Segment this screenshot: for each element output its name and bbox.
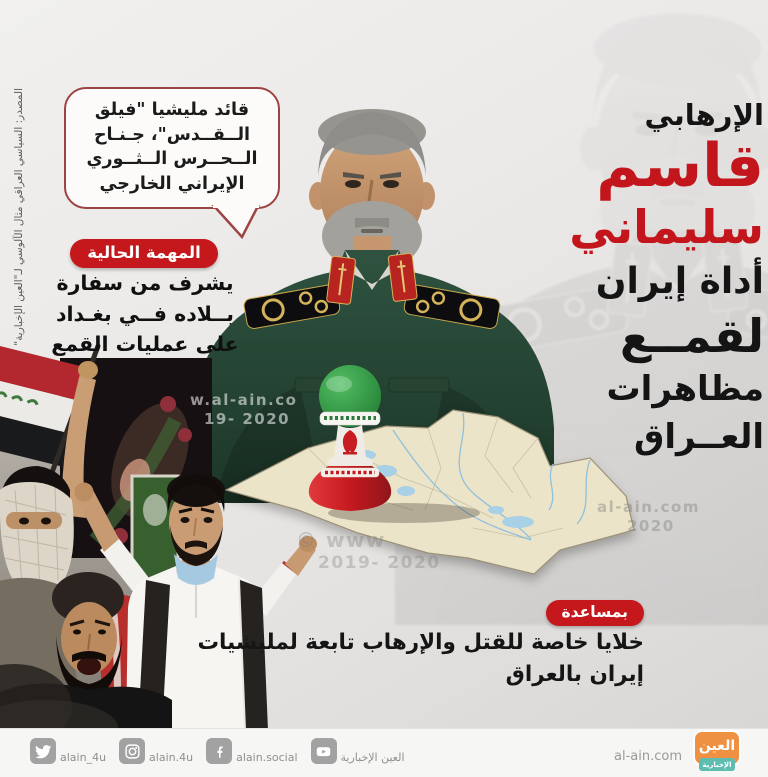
alain-logo-ribbon bbox=[699, 758, 735, 771]
alain-logo-text: العين bbox=[698, 738, 736, 754]
footer-bar bbox=[0, 728, 768, 777]
source-credit: المصدر: السياسي العراقي مثال الآلوسي لـ"العين الإخبارية" bbox=[13, 88, 25, 346]
mission-line: يشرف من سفارة bbox=[56, 271, 234, 295]
current-mission-block bbox=[46, 239, 244, 360]
headline-kicker: الإرهابي bbox=[644, 98, 764, 132]
mission-line: بــلاده فــي بغـداد bbox=[55, 301, 234, 326]
headline-subline: أداة إيران bbox=[595, 261, 764, 302]
quote-bubble-tail bbox=[208, 205, 268, 241]
mission-line: على عمليات القمع bbox=[51, 332, 239, 356]
assist-line: خلايا خاصة للقتل والإرهاب تابعة لمليشيات bbox=[197, 630, 644, 655]
watermark: © www 2019- 2020 bbox=[296, 528, 441, 573]
quote-line: الإيراني الخارجي bbox=[99, 173, 245, 194]
facebook-icon bbox=[206, 738, 232, 764]
twitter-icon bbox=[30, 738, 56, 764]
assist-line: إيران بالعراق bbox=[505, 662, 644, 687]
facebook-link[interactable] bbox=[206, 738, 297, 764]
twitter-link[interactable] bbox=[30, 738, 106, 764]
instagram-link[interactable] bbox=[119, 738, 193, 764]
assist-block bbox=[197, 600, 644, 690]
watermark: al-ain.com 2020 bbox=[597, 498, 700, 535]
mission-badge: المهمة الحالية bbox=[70, 239, 218, 268]
youtube-handle: العين الإخبارية bbox=[340, 751, 405, 764]
headline-subline: العــراق bbox=[633, 417, 764, 457]
headline-name-last: سليماني bbox=[569, 200, 764, 254]
watermark: w.al-ain.co 19- 2020 bbox=[190, 391, 298, 428]
twitter-handle: alain_4u bbox=[60, 751, 107, 764]
quote-line: الــقــدس"، جـنـاح bbox=[93, 124, 251, 145]
headline-name-first: قاسم bbox=[596, 131, 764, 201]
headline-subline: مظاهرات bbox=[606, 369, 764, 409]
alain-logo[interactable] bbox=[693, 732, 741, 774]
alain-logo-subtext: الإخبارية bbox=[702, 760, 732, 769]
social-links bbox=[30, 738, 405, 764]
website-url[interactable]: al-ain.com bbox=[614, 749, 682, 764]
quote-bubble bbox=[64, 87, 280, 209]
youtube-icon bbox=[311, 738, 337, 764]
instagram-handle: alain.4u bbox=[149, 751, 194, 764]
quote-line: قائد مليشيا "فيلق bbox=[94, 100, 250, 120]
quote-line: الــحــرس الــثــوري bbox=[86, 149, 258, 169]
headline-subline: لقمــع bbox=[619, 309, 764, 363]
facebook-handle: alain.social bbox=[236, 751, 298, 764]
instagram-icon bbox=[119, 738, 145, 764]
youtube-link[interactable] bbox=[311, 738, 405, 764]
assist-badge: بمساعدة bbox=[546, 600, 645, 626]
headline-block bbox=[554, 96, 764, 460]
